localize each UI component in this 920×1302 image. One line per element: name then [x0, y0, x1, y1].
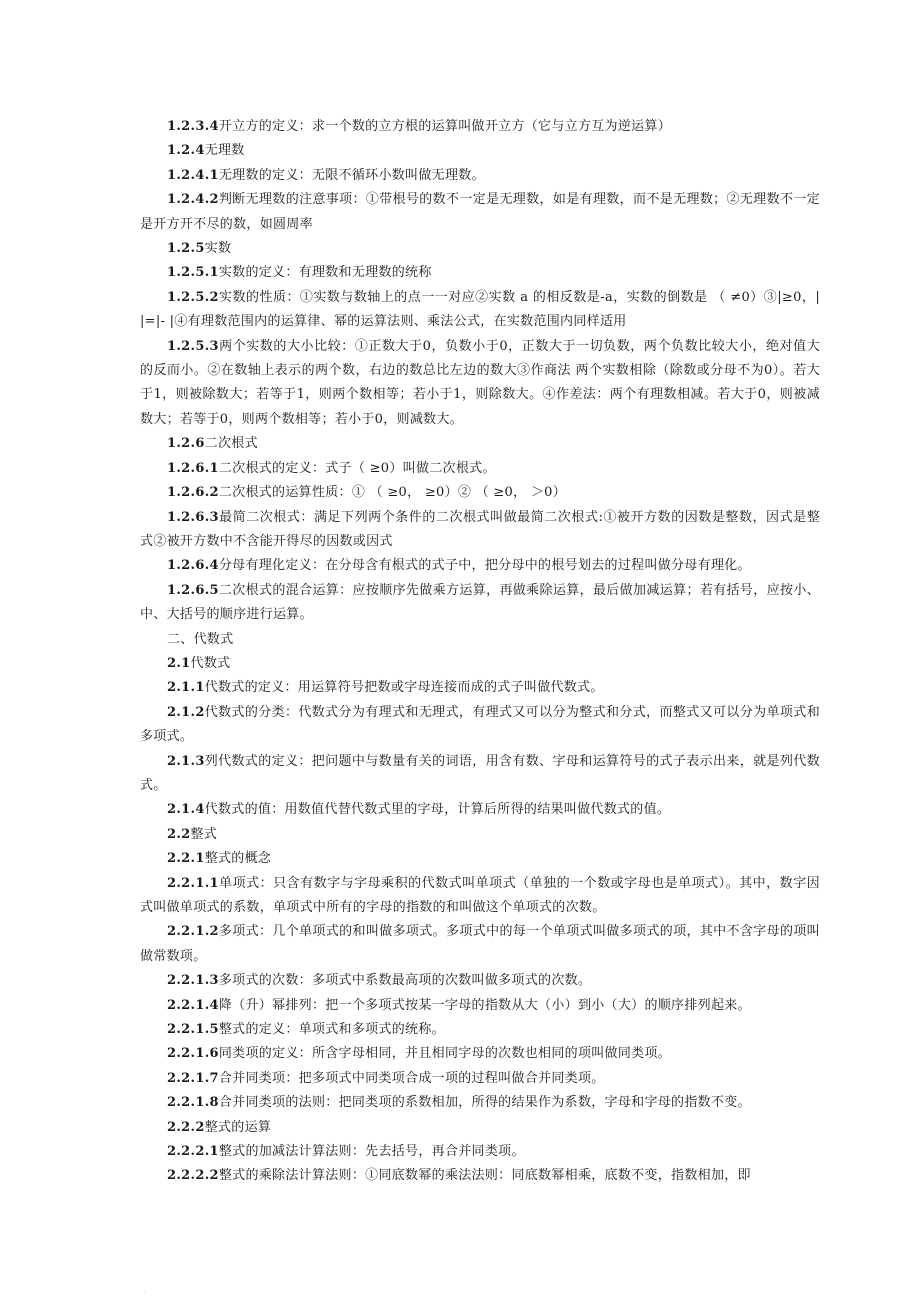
paragraph [140, 823, 820, 847]
section-number: 2.2.1.5 [167, 1022, 219, 1038]
paragraph-text: 实数 [204, 241, 232, 257]
paragraph-text: 实数的定义：有理数和无理数的统称 [218, 265, 432, 281]
paragraph [140, 1067, 820, 1091]
document-body [140, 115, 820, 1189]
paragraph-text: 整式的运算 [204, 1119, 272, 1135]
paragraph-text: 实数的性质：①实数与数轴上的点一一对应②实数 a 的相反数是-a，实数的倒数是 （ ≠0）③|≥0，| |=|- |④有理数范围内的运算律、幂的运算法则、乘法公式，在实数范围内同样适用 [140, 289, 820, 330]
paragraph-text: 多项式的次数：多项式中系数最高项的次数叫做多项式的次数。 [218, 973, 592, 989]
paragraph-text: 整式的定义：单项式和多项式的统称。 [218, 1022, 445, 1038]
section-number: 2.2.1.7 [167, 1070, 219, 1086]
section-number: 2.2.1 [167, 851, 205, 867]
paragraph-text: 二次根式的运算性质：① （ ≥0， ≥0）② （ ≥0， ＞0） [218, 485, 567, 501]
paragraph-text: 整式的乘除法计算法则：①同底数幂的乘法法则：同底数幂相乘，底数不变，指数相加，即 [218, 1168, 751, 1184]
section-number: 2.2.1.4 [167, 997, 219, 1013]
section-number: 1.2.6.5 [167, 582, 219, 598]
paragraph [140, 1116, 820, 1140]
section-number: 2.2.2.1 [167, 1144, 219, 1160]
paragraph [140, 506, 820, 555]
paragraph-text: 同类项的定义：所含字母相同，并且相同字母的次数也相同的项叫做同类项。 [218, 1046, 672, 1062]
paragraph-text: 最简二次根式：满足下列两个条件的二次根式叫做最简二次根式:①被开方数的因数是整数，因式是整式②被开方数中不含能开得尽的因数或因式 [140, 509, 820, 549]
paragraph [140, 579, 820, 628]
section-number: 1.2.6 [167, 436, 205, 452]
paragraph-text: 二次根式 [204, 436, 258, 452]
paragraph-text: 代数式的定义：用运算符号把数或字母连接而成的式子叫做代数式。 [204, 680, 604, 696]
paragraph-text: 降（升）幂排列：把一个多项式按某一字母的指数从大（小）到小（大）的顺序排列起来。 [218, 997, 751, 1013]
paragraph-text: 判断无理数的注意事项：①带根号的数不一定是无理数，如是有理数，而不是无理数；②无理数不一定是开方开不尽的数，如圆周率 [140, 192, 820, 232]
section-number: 2.1.1 [167, 680, 205, 696]
paragraph-text: 整式的概念 [204, 851, 272, 867]
paragraph [140, 1140, 820, 1164]
paragraph-text: 二次根式的定义：式子（ ≥0）叫做二次根式。 [218, 460, 496, 476]
paragraph [140, 1018, 820, 1042]
paragraph [140, 481, 820, 505]
paragraph [140, 1164, 820, 1188]
paragraph-text: 列代数式的定义：把问题中与数量有关的词语，用含有数、字母和运算符号的式子表示出来，就是列代数式。 [140, 753, 820, 793]
paragraph [140, 798, 820, 822]
paragraph [140, 652, 820, 676]
section-number: 2.2.1.3 [167, 973, 219, 989]
section-number: 1.2.4 [167, 143, 205, 159]
section-number: 1.2.6.4 [167, 558, 219, 574]
paragraph [140, 139, 820, 163]
paragraph [140, 994, 820, 1018]
paragraph-text: 合并同类项：把多项式中同类项合成一项的过程叫做合并同类项。 [218, 1070, 605, 1086]
section-number: 2.2.2.2 [167, 1168, 219, 1184]
section-number: 1.2.4.1 [167, 167, 219, 183]
section-number: 1.2.5.2 [167, 289, 219, 305]
section-number: 1.2.5.3 [167, 338, 219, 354]
section-number: 1.2.4.2 [167, 192, 219, 208]
section-number: 1.2.5 [167, 241, 205, 257]
section-number: 1.2.3.4 [167, 119, 219, 134]
paragraph-text: 整式的加减法计算法则：先去括号，再合并同类项。 [218, 1144, 525, 1160]
paragraph [140, 750, 820, 799]
section-number: 1.2.6.1 [167, 460, 219, 476]
section-number: 2.1 [167, 655, 191, 671]
section-number: 1.2.6.2 [167, 485, 219, 501]
paragraph [140, 335, 820, 433]
paragraph [140, 847, 820, 871]
paragraph [140, 457, 820, 481]
paragraph [140, 920, 820, 969]
paragraph [140, 554, 820, 578]
paragraph-text: 单项式：只含有数字与字母乘积的代数式叫单项式（单独的一个数或字母也是单项式）。其中，数字因式叫做单项式的系数，单项式中所有的字母的指数的和叫做这个单项式的次数。 [140, 875, 820, 915]
paragraph-text: 合并同类项的法则：把同类项的系数相加，所得的结果作为系数，字母和字母的指数不变。 [218, 1095, 751, 1111]
paragraph [140, 676, 820, 700]
section-number: 2.2 [167, 826, 191, 842]
paragraph [140, 628, 820, 652]
section-number: 2.1.3 [167, 753, 205, 769]
paragraph [140, 164, 820, 188]
paragraph-text: 整式 [190, 826, 218, 842]
paragraph [140, 701, 820, 750]
paragraph [140, 261, 820, 285]
paragraph [140, 286, 820, 335]
paragraph-text: 二次根式的混合运算：应按顺序先做乘方运算，再做乘除运算，最后做加减运算；若有括号，应按小、中、大括号的顺序进行运算。 [140, 582, 820, 623]
paragraph-text: 二、代数式 [167, 631, 234, 647]
section-number: 2.2.1.1 [167, 875, 219, 891]
paragraph [140, 237, 820, 261]
paragraph [140, 115, 820, 139]
paragraph [140, 432, 820, 456]
paragraph [140, 188, 820, 237]
section-number: 1.2.5.1 [167, 265, 219, 281]
paragraph-text: 代数式 [190, 655, 231, 671]
paragraph-text: 代数式的分类：代数式分为有理式和无理式，有理式又可以分为整式和分式，而整式又可以分为单项式和多项式。 [140, 704, 820, 745]
section-number: 1.2.6.3 [167, 509, 219, 525]
section-number: 2.2.1.2 [167, 924, 219, 940]
paragraph-text: 无理数 [204, 143, 245, 159]
section-number: 2.1.4 [167, 802, 205, 818]
section-number: 2.2.1.8 [167, 1095, 219, 1111]
paragraph [140, 969, 820, 993]
paragraph-text: 开立方的定义：求一个数的立方根的运算叫做开立方（它与立方互为逆运算） [218, 119, 672, 134]
section-number: 2.2.2 [167, 1119, 205, 1135]
paragraph-text: 无理数的定义：无限不循环小数叫做无理数。 [218, 167, 485, 183]
paragraph [140, 1042, 820, 1066]
paragraph-text: 多项式：几个单项式的和叫做多项式。多项式中的每一个单项式叫做多项式的项，其中不含字母的项叫做常数项。 [140, 924, 820, 964]
paragraph [140, 1091, 820, 1115]
paragraph-text: 分母有理化定义：在分母含有根式的式子中，把分母中的根号划去的过程叫做分母有理化。 [218, 558, 751, 574]
section-number: 2.1.2 [167, 704, 205, 720]
page-footer-mark: · [143, 1289, 146, 1299]
paragraph [140, 872, 820, 921]
section-number: 2.2.1.6 [167, 1046, 219, 1062]
paragraph-text: 两个实数的大小比较：①正数大于0，负数小于0，正数大于一切负数，两个负数比较大小，绝对值大的反而小。②在数轴上表示的两个数，右边的数总比左边的数大③作商法 两个实数相除（除数或分母不为0）。若大于1，则被除数大；若等于1，则两个数相等；若小于1，则除数大。④作差法：两个有理数相减。若大于0，则被减数大；若等于0，则两个数相等；若小于0，则减数大。 [140, 338, 820, 427]
paragraph-text: 代数式的值：用数值代替代数式里的字母，计算后所得的结果叫做代数式的值。 [204, 802, 671, 818]
